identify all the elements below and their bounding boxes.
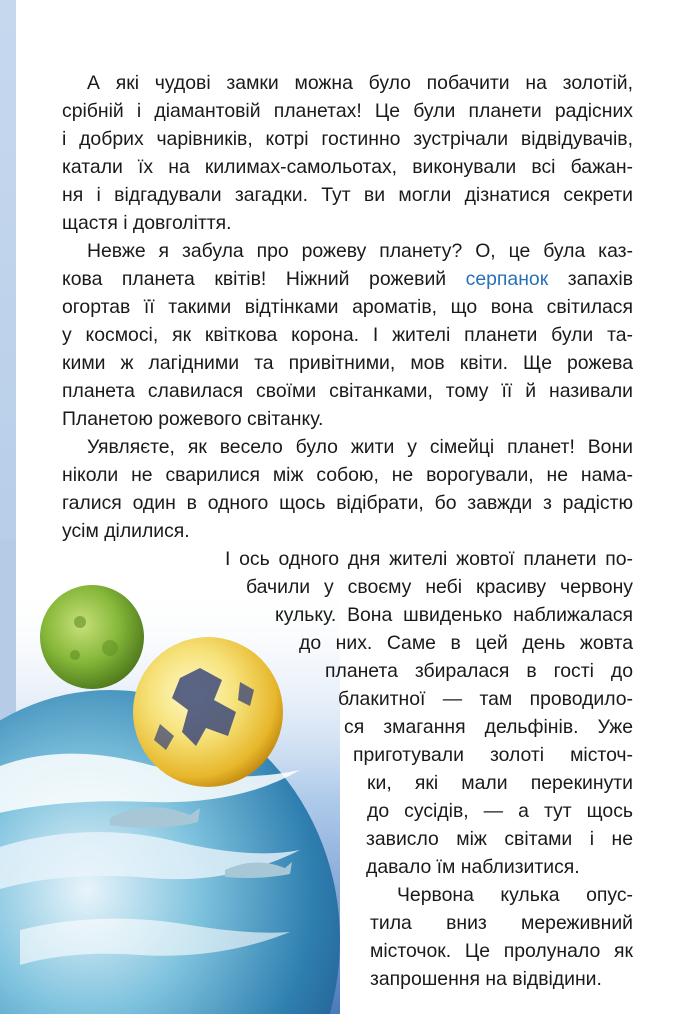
text-segment: кова планета квітів! Ніжний рожевий	[62, 268, 466, 290]
text-line: Червона кулька опус-	[397, 884, 633, 906]
text-line: срібній і діамантовій планетах! Це були планети радісних	[62, 100, 633, 122]
text-line: у космосі, як квіткова корона. І жителі планети були та-	[62, 324, 633, 346]
text-line: Невже я забула про рожеву планету? О, це була каз-	[87, 240, 633, 262]
text-line: до сусідів, — а тут щось	[367, 800, 633, 822]
text-line: ніколи не сварилися між собою, не ворогували, не нама-	[62, 464, 633, 486]
text-line: тила вниз мереживний	[370, 912, 633, 934]
text-line: І ось одного дня жителі жовтої планети по-	[225, 548, 633, 570]
text-line: приготували золоті місточ-	[353, 744, 633, 766]
text-line	[62, 267, 633, 291]
text-line: ки, які мали перекинути	[367, 772, 633, 794]
text-line: Уявляєте, як весело було жити у сімейці планет! Вони	[87, 436, 633, 458]
text-line: щастя і довголіття.	[62, 212, 232, 234]
text-line: бачили у своєму небі красиву червону	[246, 576, 633, 598]
text-line: огортав її такими відтінками ароматів, що вона світилася	[62, 296, 633, 318]
text-line: Планетою рожевого світанку.	[62, 408, 324, 430]
text-line: кими ж лагідними та привітними, мов квіти. Ще рожева	[62, 352, 633, 374]
highlighted-word: серпанок	[465, 268, 549, 290]
text-line: давало їм наблизитися.	[366, 856, 580, 878]
text-line: усім ділилися.	[62, 520, 190, 542]
text-line: і добрих чарівників, котрі гостинно зустрічали відвідувачів,	[62, 128, 633, 150]
text-line: блакитної — там проводило-	[338, 688, 633, 710]
text-line: ня і відгадували загадки. Тут ви могли дізнатися секрети	[62, 184, 633, 206]
text-line: до них. Саме в цей день жовта	[299, 632, 633, 654]
text-segment: запахів	[548, 268, 633, 290]
text-line: зависло між світами і не	[366, 828, 633, 850]
text-line: ся змагання дельфінів. Уже	[344, 716, 633, 738]
text-line: катали їх на килимах-самольотах, виконували всі бажан-	[62, 156, 633, 178]
text-line: кульку. Вона швиденько наближалася	[275, 604, 633, 626]
text-line: запрошення на відвідини.	[370, 968, 602, 990]
text-line: планета збиралася в гості до	[325, 660, 633, 682]
text-line: галися один в одного щось відібрати, бо завжди з радістю	[62, 492, 633, 514]
text-line: планета славилася своїми світанками, тому її й називали	[62, 380, 633, 402]
text-line: місточок. Це пролунало як	[370, 940, 633, 962]
text-line: А які чудові замки можна було побачити на золотій,	[87, 72, 633, 94]
